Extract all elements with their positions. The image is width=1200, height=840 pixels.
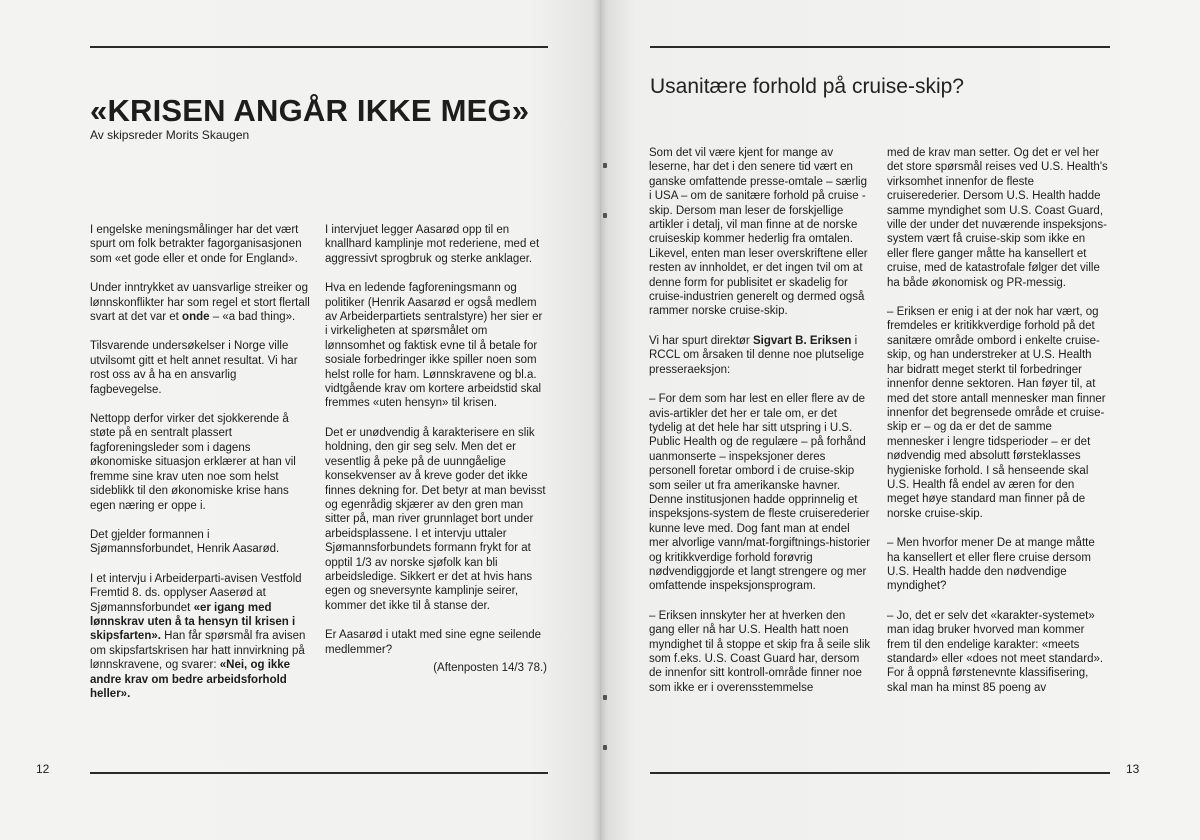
paragraph: Under inntrykket av uansvarlige streiker og lønnskonflikter har som regel et stort flertall svart at det var et onde – «a bad thing». [90,282,310,324]
byline: Av skipsreder Morits Skaugen [90,128,250,142]
paragraph: – Eriksen er enig i at der nok har vært, og fremdeles er kritikkverdige forhold på det sanitære område ombord i enkelte cruise-skip, og han understreker at U.S. Health har bidratt meget sterkt til forbedringer innenfor denne sektoren. Han føyer til, at med det store antall mennesker man finner innenfor det begrensede område et cruise-skip er – og da er det de samme mennesker i lengre tidsperioder – er det nødvendig med absolutt førsteklasses hygieniske forhold. I så henseende skal U.S. Health få endel av æren for den meget høye standard man finner på de norske cruise-skip. [887,306,1106,520]
paragraph: I engelske meningsmålinger har det vært spurt om folk betrakter fagorganisasjonen som «et gode eller et onde for England». [90,224,302,265]
bottom-rule [90,772,548,774]
paragraph: Tilsvarende undersøkelser i Norge ville utvilsomt gitt et helt annet resultat. Vi har rost oss av å ha en ansvarlig fagbevegelse. [90,340,298,396]
bottom-rule [650,772,1110,774]
column-right-2 [887,146,1109,710]
paragraph: Nettopp derfor virker det sjokkerende å støte på en sentralt plassert fagforeningsleder som i dagens økonomiske situasjon erklærer at han vil fremme sine krav uten noe som helst sideblikk til den økonomiske krise hans egen næring er oppe i. [90,413,296,512]
column-right-1 [649,146,871,710]
source-citation: (Aftenposten 14/3 78.) [433,661,547,674]
paragraph: Vi har spurt direktør Sigvart B. Eriksen i RCCL om årsaken til denne noe plutselige presseraeksjon: [649,334,865,376]
paragraph: I intervjuet legger Aasarød opp til en knallhard kamplinje mot rederiene, med et aggressivt sprogbruk og sterke anklager. [325,224,540,265]
right-page [600,0,1200,840]
paragraph: Det er unødvendig å karakterisere en slik holdning, den gir seg selv. Men det er vesentlig å peke på de uunngåelige konsekvenser av å kreve goder det ikke finnes dekning for. Det betyr at man bevisst og egenrådig skjærer av den gren man sitter på, man river grunnlaget bort under arbeidsplassene. I et intervju uttaler Sjømannsforbundets formann frykt for at opptil 1/3 av norske sjøfolk kan bli arbeidsledige. Sikkert er det at hvis hans egen og sneversynte kamplinje seirer, kommer det ikke til å stanse der. [325,426,546,612]
article-title: «KRISEN ANGÅR IKKE MEG» [90,93,530,128]
page-number-right: 13 [1126,762,1140,776]
paragraph: – For dem som har lest en eller flere av de avis-artikler det her er tale om, er det tydelig at det hele har sitt utspring i U.S. Public Health og de regulære – på forhånd uanmonserte – inspeksjoner deres personell foretar ombord i de cruise-skip som seiler ut fra amerikanske havner. Denne institusjonen hadde opprinnelig et inspeksjons-system de fleste cruiserederier kunne leve med. Dog fant man at endel mer alvorlige vann/mat-forgiftnings-historier og kritikkverdige forhold forøvrig nødvendiggjorde et langt strengere og mer omfattende inspeksjonsprogram. [649,393,871,593]
top-rule [650,46,1110,48]
book-gutter [592,0,608,840]
paragraph: – Eriksen innskyter her at hverken den gang eller nå har U.S. Health hatt noen myndighet til å stoppe et skip fra å seile slik som f.eks. U.S. Coast Guard har, dersom de innenfor sitt kontroll-område finner noe som ikke er i overensstemmelse [649,609,871,694]
paragraph: I et intervju i Arbeiderparti-avisen Vestfold Fremtid 8. ds. opplyser Aaserød at Sjømannsforbundet «er igang med lønnskrav uten å ta hensyn til krisen i skipsfarten». Han får spørsmål fra avisen om skipsfartskrisen har hatt innvirkning på lønnskravene, og svarer: «Nei, og ikke andre krav om bedre arbeidsforhold heller». [90,572,306,700]
page-number-left: 12 [36,762,50,776]
paragraph: – Men hvorfor mener De at mange måtte ha kansellert et eller flere cruise dersom U.S. Health hadde den nødvendige myndighet? [887,537,1095,593]
paragraph: – Jo, det er selv det «karakter-systemet» man idag bruker hvorved man kommer frem til den endelige karakter: «meets standard» eller «does not meet standard». For å oppnå førstenevnte klassifisering, skal man ha minst 85 poeng av [887,609,1104,694]
paragraph: Hva en ledende fagforeningsmann og politiker (Henrik Aasarød er også medlem av Arbeiderpartiets sentralstyre) her sier er i virkeligheten at spørsmålet om lønnsomhet og faktisk evne til å betale for sosiale forbedringer ikke spiller noen som helst rolle for ham. Lønnskravene og bl.a. vidtgående krav om kortere arbeidstid skal fremmes «uten hensyn» til krisen. [325,282,543,410]
article-title: Usanitære forhold på cruise-skip? [650,75,964,98]
paragraph: Som det vil være kjent for mange av leserne, har det i den senere tid vært en ganske omfattende presse-omtale – særlig i USA – om de sanitære forhold på cruise - skip. Dersom man leser de forskjellige artikler i detalj, vil man finne at de norske cruiseskip kommer hederlig fra omtalen. Likevel, enten man leser overskriftene eller resten av innholdet, er det ingen tvil om at denne form for publisitet er skadelig for cruise-industrien generelt og dermed også rammer norske cruise-skip. [649,147,868,318]
paragraph: Er Aasarød i utakt med sine egne seilende medlemmer? [325,629,542,656]
paragraph: Det gjelder formannen i Sjømannsforbundet, Henrik Aasarød. [90,528,280,556]
column-left-2 [325,223,547,675]
column-left-1 [90,223,310,716]
top-rule [90,46,548,48]
paragraph: med de krav man setter. Og det er vel her det store spørsmål reises ved U.S. Health's virksomhet innenfor de fleste cruiserederier. Dersom U.S. Health hadde samme myndighet som U.S. Coast Guard, ville der under det nuværende inspeksjons-system vært få cruise-skip som ikke en eller flere ganger måtte ha kansellert et cruise, med de katastrofale følger det ville ha både økonomisk og PR-messig. [887,147,1108,289]
